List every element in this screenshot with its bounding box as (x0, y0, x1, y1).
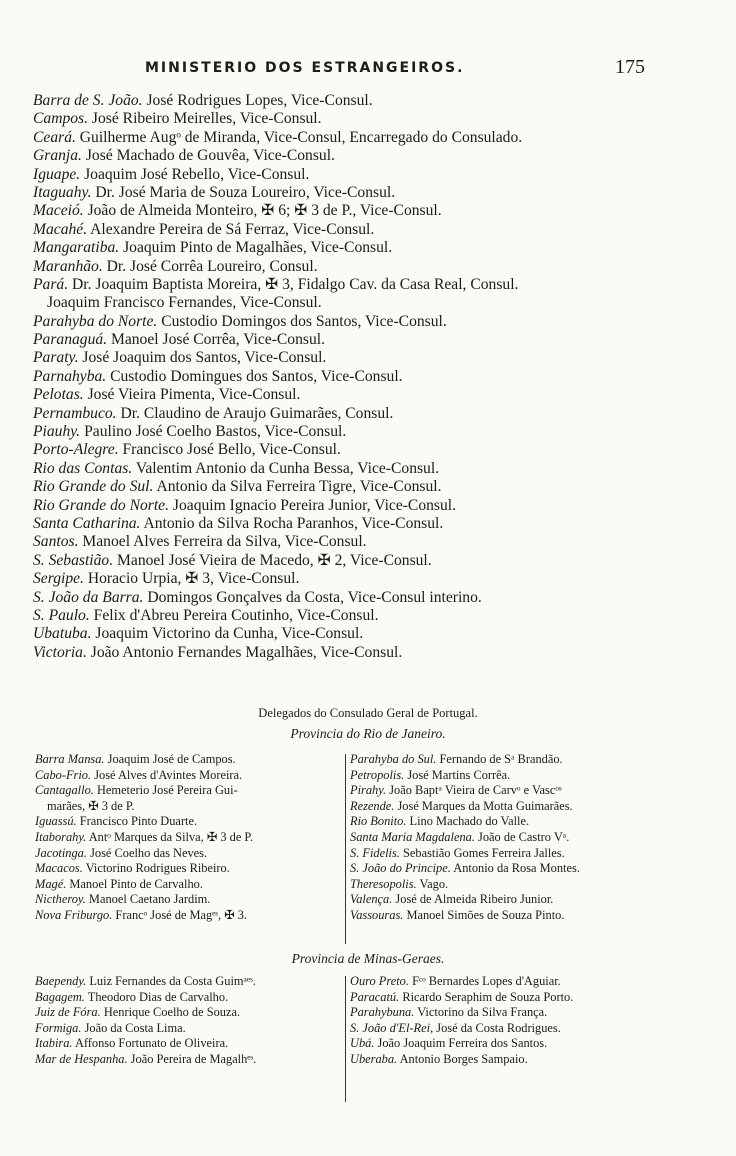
official-text: João Pereira de Magalhᵉˢ. (127, 1051, 257, 1066)
consul-entry (33, 386, 673, 404)
official-text: Joaquim Victorino da Cunha, Vice-Consul. (91, 625, 364, 643)
official-text: Henrique Coelho de Souza. (100, 1005, 241, 1020)
official-text: José Joaquim dos Santos, Vice-Consul. (78, 349, 327, 367)
delegate-entry (35, 1021, 345, 1037)
place-name: Rio Grande do Sul. (33, 478, 154, 496)
consul-entry (33, 349, 673, 367)
consul-entry (33, 313, 673, 331)
delegate-entry (35, 1036, 345, 1052)
official-text: Manoel Pinto de Carvalho. (66, 876, 203, 891)
delegate-entry (35, 752, 345, 768)
consul-entry (33, 129, 673, 147)
delegate-entry (35, 783, 345, 799)
place-name: Pelotas. (33, 386, 84, 404)
place-name: Maranhão. (33, 257, 103, 275)
official-text: Manoel José Corrêa, Vice-Consul. (107, 331, 325, 349)
place-name: Cabo-Frio. (35, 767, 92, 782)
official-text: Horacio Urpia, ✠ 3, Vice-Consul. (83, 570, 300, 588)
place-name: Valença. (350, 892, 393, 907)
official-text: José Machado de Gouvêa, Vice-Consul. (81, 147, 335, 165)
official-text: Antonio da Silva Rocha Paranhos, Vice-Consul. (140, 514, 444, 532)
official-text: Manoel José Vieira de Macedo, ✠ 2, Vice-Consul. (113, 551, 432, 569)
place-name: Parahybuna. (350, 1005, 415, 1020)
delegate-entry (350, 752, 670, 768)
place-name: Parahyba do Sul. (350, 752, 437, 766)
place-name: Bagagem. (35, 989, 85, 1004)
place-name: Juiz de Fóra. (35, 1005, 101, 1020)
place-name: Rio Bonito. (350, 814, 407, 829)
place-name: Mar de Hespanha. (35, 1051, 128, 1066)
place-name: Campos. (33, 110, 89, 128)
official-text: Victorino Rodrigues Ribeiro. (82, 861, 230, 876)
place-name: S. Paulo. (33, 606, 90, 624)
place-name: Ceará. (33, 128, 76, 146)
place-name: Porto-Alegre. (33, 441, 119, 459)
consul-entry (33, 221, 673, 239)
official-text: Felix d'Abreu Pereira Coutinho, Vice-Consul. (89, 606, 379, 624)
place-name: S. João do Principe. (350, 861, 451, 876)
delegate-entry (350, 908, 670, 924)
place-name: Ubatuba. (33, 625, 92, 643)
official-text: Antonio Borges Sampaio. (397, 1051, 528, 1066)
official-text: Antonio da Silva Ferreira Tigre, Vice-Consul. (153, 478, 442, 496)
official-text: Manoel Simões de Souza Pinto. (403, 907, 565, 922)
delegate-entry (35, 861, 345, 877)
official-text: Francisco Pinto Duarte. (76, 814, 198, 829)
place-name: Iguape. (33, 165, 81, 183)
delegate-entry (350, 990, 670, 1006)
official-text: Joaquim José Rebello, Vice-Consul. (80, 165, 310, 183)
official-text: José Ribeiro Meirelles, Vice-Consul. (88, 110, 322, 128)
official-text: Valentim Antonio da Cunha Bessa, Vice-Consul. (132, 459, 440, 477)
official-text: Luiz Fernandes da Costa Guimᵃᵉˢ. (86, 974, 256, 988)
running-title: MINISTERIO DOS ESTRANGEIROS. (145, 60, 465, 76)
official-text: João de Castro Vᵃ. (474, 829, 570, 844)
place-name: Itaborahy. (35, 829, 87, 844)
official-text: Guilherme Augᵒ de Miranda, Vice-Consul, Encarregado do Consulado. (75, 128, 523, 146)
delegate-entry (35, 990, 345, 1006)
official-text: Vago. (416, 876, 449, 891)
place-name: Maceió. (33, 202, 84, 220)
consul-entry (33, 625, 673, 643)
delegate-entry (350, 892, 670, 908)
official-text: Theodoro Dias de Carvalho. (84, 989, 229, 1004)
official-text: Domingos Gonçalves da Costa, Vice-Consul interino. (143, 588, 482, 606)
official-text: Alexandre Pereira de Sá Ferraz, Vice-Consul. (87, 220, 375, 238)
official-text: Sebastião Gomes Ferreira Jalles. (399, 845, 565, 860)
official-text: José de Almeida Ribeiro Junior. (392, 892, 554, 907)
column-right (350, 974, 670, 1068)
place-name: Itabira. (35, 1036, 73, 1051)
delegate-entry (350, 1052, 670, 1068)
place-name: Barra de S. João. (33, 92, 143, 109)
place-name: Nictheroy. (35, 892, 86, 907)
province-heading-minas: Provincia de Minas-Geraes. (291, 951, 445, 966)
consul-entry (33, 110, 673, 128)
place-name: Petropolis. (350, 767, 405, 782)
page-header (0, 56, 736, 84)
delegate-entry (35, 1052, 345, 1068)
consul-entry (33, 331, 673, 349)
consul-entry (33, 441, 673, 459)
place-name: Baependy. (35, 974, 87, 988)
official-text: Dr. José Corrêa Loureiro, Consul. (102, 257, 318, 275)
place-name: Pirahy. (350, 783, 387, 798)
official-text: José Rodrigues Lopes, Vice-Consul. (142, 92, 373, 109)
place-name: Santa Catharina. (33, 514, 141, 532)
delegate-entry (35, 846, 345, 862)
delegate-entry (350, 861, 670, 877)
consul-entry (33, 239, 673, 257)
delegate-entry (35, 974, 345, 990)
official-text: João Baptᵃ Vieira de Carvᵒ e Vascᵒˢ (386, 783, 562, 798)
place-name: Itaguahy. (33, 183, 92, 201)
official-text: Dr. José Maria de Souza Loureiro, Vice-Consul. (91, 183, 396, 201)
place-name: Ubá. (350, 1036, 375, 1051)
place-name: S. João d'El-Rei, (350, 1020, 434, 1035)
delegate-entry (350, 830, 670, 846)
official-text: Paulino José Coelho Bastos, Vice-Consul. (80, 423, 347, 441)
place-name: Paraty. (33, 349, 79, 367)
delegate-entry (35, 768, 345, 784)
consul-entry (33, 423, 673, 441)
consul-entry (33, 570, 673, 588)
place-name: Santa Maria Magdalena. (350, 829, 475, 844)
delegate-entry (350, 768, 670, 784)
consul-entry (33, 258, 673, 276)
consul-entry (33, 92, 673, 110)
delegate-entry (350, 1036, 670, 1052)
official-text: marães, ✠ 3 de P. (47, 798, 135, 813)
place-name: Ouro Preto. (350, 974, 409, 988)
page-number: 175 (615, 56, 645, 78)
official-text: Affonso Fortunato de Oliveira. (72, 1036, 229, 1051)
place-name: Iguassú. (35, 814, 77, 829)
place-name: Parahyba do Norte. (33, 312, 158, 330)
place-name: Vassouras. (350, 907, 404, 922)
delegate-entry (35, 892, 345, 908)
official-text: José Alves d'Avintes Moreira. (91, 767, 243, 782)
consul-entry (33, 147, 673, 165)
column-divider (345, 754, 346, 944)
province-heading-rio: Provincia do Rio de Janeiro. (290, 726, 446, 741)
official-text: Joaquim José de Campos. (104, 752, 236, 766)
official-text: Ricardo Seraphim de Souza Porto. (399, 989, 574, 1004)
consul-entry (33, 276, 673, 294)
place-name: Uberaba. (350, 1051, 398, 1066)
official-text: Lino Machado do Valle. (406, 814, 530, 829)
place-name: Barra Mansa. (35, 752, 105, 766)
place-name: Pará. (33, 275, 69, 293)
consul-list (33, 92, 673, 662)
official-text: Victorino da Silva França. (414, 1005, 548, 1020)
official-text: José Martins Corrêa. (404, 767, 511, 782)
place-name: Theresopolis. (350, 876, 417, 891)
place-name: Magé. (35, 876, 67, 891)
consul-entry (33, 184, 673, 202)
consul-entry (33, 607, 673, 625)
delegate-entry (350, 877, 670, 893)
column-left (35, 974, 345, 1068)
delegate-entry (35, 877, 345, 893)
official-text: Dr. Joaquim Baptista Moreira, ✠ 3, Fidalgo Cav. da Casa Real, Consul. (68, 275, 519, 293)
place-name: Parnahyba. (33, 367, 107, 385)
official-text: João Antonio Fernandes Magalhães, Vice-Consul. (86, 643, 403, 661)
official-text: Francᵒ José de Magᵉˢ, ✠ 3. (112, 907, 248, 922)
place-name: Sergipe. (33, 570, 84, 588)
official-text: João da Costa Lima. (81, 1020, 186, 1035)
official-text: José Marques da Motta Guimarães. (394, 798, 573, 813)
official-text: José Vieira Pimenta, Vice-Consul. (83, 386, 301, 404)
delegate-entry (350, 814, 670, 830)
consul-entry (33, 589, 673, 607)
delegate-entry (350, 974, 670, 990)
delegate-entry (35, 1005, 345, 1021)
official-text: Joaquim Ignacio Pereira Junior, Vice-Consul. (169, 496, 457, 514)
official-text: Fernando de Sᵃ Brandão. (436, 752, 563, 766)
official-text: José da Costa Rodrigues. (433, 1020, 561, 1035)
delegate-entry (35, 799, 345, 815)
place-name: Rio das Contas. (33, 459, 133, 477)
place-name: Jacotinga. (35, 845, 87, 860)
place-name: Piauhy. (33, 423, 81, 441)
consul-entry (33, 533, 673, 551)
consul-entry (33, 497, 673, 515)
official-text: Joaquim Pinto de Magalhães, Vice-Consul. (119, 239, 393, 257)
delegate-entry (350, 783, 670, 799)
official-text: Manoel Caetano Jardim. (85, 892, 211, 907)
official-text: Joaquim Francisco Fernandes, Vice-Consul. (47, 294, 322, 312)
delegados-heading: Delegados do Consulado Geral de Portugal. (258, 706, 478, 720)
column-left (35, 752, 345, 924)
column-divider (345, 976, 346, 1102)
consul-entry (33, 515, 673, 533)
consul-entry (33, 202, 673, 220)
place-name: S. João da Barra. (33, 588, 144, 606)
place-name: Mangaratiba. (33, 239, 120, 257)
place-name: S. Fidelis. (350, 845, 400, 860)
official-text: José Coelho das Neves. (86, 845, 208, 860)
official-text: Dr. Claudino de Araujo Guimarães, Consul. (116, 404, 394, 422)
place-name: S. Sebastião. (33, 551, 114, 569)
place-name: Nova Friburgo. (35, 907, 113, 922)
official-text: Fᶜᵒ Bernardes Lopes d'Aguiar. (408, 974, 561, 988)
delegate-entry (35, 908, 345, 924)
consul-entry (33, 478, 673, 496)
place-name: Granja. (33, 147, 82, 165)
place-name: Victoria. (33, 643, 87, 661)
delegate-entry (350, 799, 670, 815)
place-name: Macahé. (33, 220, 88, 238)
delegate-entry (350, 1005, 670, 1021)
official-text: Hemeterio José Pereira Gui- (93, 783, 238, 798)
place-name: Macacos. (35, 861, 83, 876)
consul-entry (33, 460, 673, 478)
column-right (350, 752, 670, 924)
place-name: Cantagallo. (35, 783, 94, 798)
consul-entry (33, 405, 673, 423)
delegate-entry (350, 846, 670, 862)
official-text: Antonio da Rosa Montes. (450, 861, 580, 876)
place-name: Formiga. (35, 1020, 82, 1035)
place-name: Paracatú. (350, 989, 400, 1004)
delegate-entry (35, 814, 345, 830)
official-text: Manoel Alves Ferreira da Silva, Vice-Consul. (78, 533, 367, 551)
consul-entry (33, 552, 673, 570)
official-text: João de Almeida Monteiro, ✠ 6; ✠ 3 de P., Vice-Consul. (83, 202, 442, 220)
consul-entry (33, 368, 673, 386)
place-name: Rezende. (350, 798, 395, 813)
official-text: Custodio Domingos dos Santos, Vice-Consul. (157, 312, 447, 330)
place-name: Rio Grande do Norte. (33, 496, 170, 514)
delegate-entry (35, 830, 345, 846)
place-name: Pernambuco. (33, 404, 117, 422)
place-name: Santos. (33, 533, 79, 551)
official-text: Antᵒ Marques da Silva, ✠ 3 de P. (86, 829, 254, 844)
delegate-entry (350, 1021, 670, 1037)
official-text: Francisco José Bello, Vice-Consul. (118, 441, 341, 459)
place-name: Paranaguá. (33, 331, 108, 349)
consul-entry (33, 166, 673, 184)
consul-entry (33, 294, 673, 312)
consul-entry (33, 644, 673, 662)
official-text: João Joaquim Ferreira dos Santos. (374, 1036, 548, 1051)
official-text: Custodio Domingues dos Santos, Vice-Consul. (106, 367, 403, 385)
